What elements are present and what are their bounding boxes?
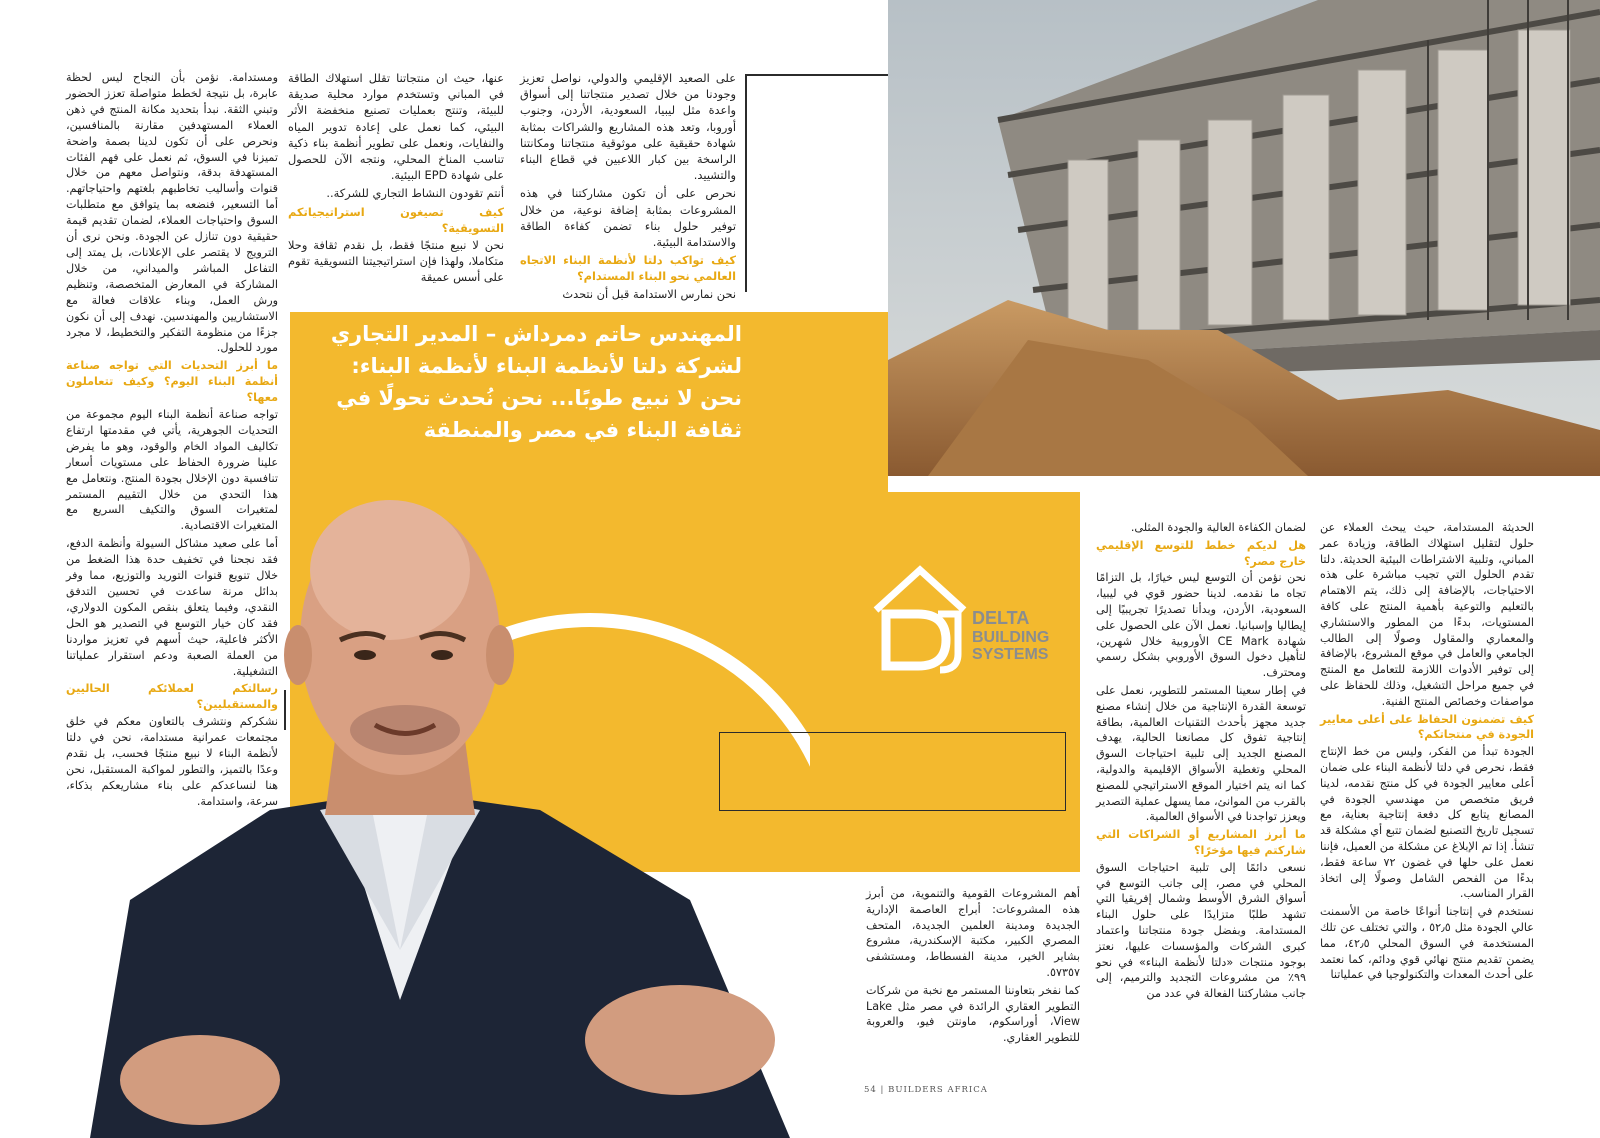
question-heading: رسالتكم لعملائكم الحاليين والمستقبليين؟ bbox=[66, 682, 278, 712]
logo-mark-icon bbox=[868, 562, 1068, 682]
paragraph: أهم المشروعات القومية والتنموية، من أبرز هذه المشروعات: أبراج العاصمة الإدارية الجديدة ومدينة العلمين الجديدة، المتحف المصري الكبير، مكتبة الإسكندرية، مشروع بشاير الخير، مدينة الفسطاط، ومستشفى ٥٧٣٥٧. bbox=[866, 887, 1080, 979]
logo-line-2: BUILDING bbox=[972, 629, 1050, 646]
column-6-bottom bbox=[866, 886, 1080, 1048]
paragraph: عنها، حيث ان منتجاتنا تقلل استهلاك الطاقة في المباني وتستخدم موارد محلية صديقة للبيئة، وتنتج بعمليات تصنيع منخفضة الأثر البيئي، كما نعمل على إعادة تدوير المياه والنفايات، ونعمل على تطوير أنظمة بناء ذكية تناسب المناخ المحلي، ونتجه الآن للحصول على شهادة EPD البيئية. bbox=[288, 71, 504, 183]
paragraph: أما على صعيد مشاكل السيولة وأنظمة الدفع، فقد نجحنا في تخفيف حدة هذا الضغط من خلال تنويع قنوات التوريد والتوزيع، مما وفر بدائل مرنة ساعدت في تحسين التدفق النقدي، وفيما يتعلق بنقص المكون الدولاري، فقد كان خيار التوسع في التصدير هو الحل الأكثر فاعلية، حيث أسهم في تعزيز مواردنا من العملة الصعبة ودعم استقرار عملياتنا التشغيلية. bbox=[66, 537, 278, 678]
question-heading: كيف تصيغون استراتيجياتكم التسويقية؟ bbox=[288, 204, 504, 235]
column-4-bottom bbox=[1320, 520, 1534, 985]
column-rule-top bbox=[745, 74, 747, 292]
column-2-top bbox=[288, 70, 504, 288]
column-1-top bbox=[520, 70, 736, 304]
question-heading: ما أبرز التحديات التي تواجه صناعة أنظمة البناء اليوم؟ وكيف تتعاملون معها؟ bbox=[66, 359, 278, 405]
question-heading: كيف تواكب دلتا لأنظمة البناء الاتجاه العالمي نحو البناء المستدام؟ bbox=[520, 253, 736, 284]
delta-building-systems-logo bbox=[868, 562, 1068, 682]
question-heading: هل لديكم خطط للتوسع الإقليمي خارج مصر؟ bbox=[1096, 538, 1306, 568]
paragraph: ومستدامة. نؤمن بأن النجاح ليس لحظة عابرة، بل نتيجة لخطط متواصلة تعزز الحضور وتبني الثقة. نبدأ بتحديد مكانة المنتج في ذهن العملاء المستهدفين مقارنة بالمنافسين، ونحرص على أن تكون لدينا بصمة واضحة تميزنا في السوق، ثم نعمل على فهم الفئات المستهدفة بدقة، ونتواصل معهم من خلال قنوات وأساليب تخاطبهم بلغتهم واحتياجاتهم. أما التسعير، فنضعه بما يتوافق مع متطلبات السوق واحتياجات العملاء، لضمان تقديم قيمة حقيقية دون تنازل عن الجودة. ونحن نرى أن الترويج لا يقتصر على الإعلانات، بل يمتد إلى التفاعل المباشر والميداني، من خلال المشاركة في المعارض المتخصصة، وتنظيم ورش العمل، وبناء علاقات فعالة مع الاستشاريين والمهندسين. نهدف إلى أن نكون جزءًا من منظومة التفكير والتخطيط، لا مجرد مورد للحلول. bbox=[66, 71, 278, 355]
column-5-bottom bbox=[1096, 520, 1306, 1004]
logo-line-1: DELTA bbox=[972, 608, 1030, 628]
paragraph: أنتم تقودون النشاط التجاري للشركة.. bbox=[326, 186, 504, 201]
paragraph: على الصعيد الإقليمي والدولي، نواصل تعزيز وجودنا من خلال تصدير منتجاتنا إلى أسواق واعدة مثل ليبيا، السعودية، الأردن، وجنوب أوروبا، وتعد هذه المشاريع والشراكات بمثابة شهادة حقيقية على موثوقية منتجاتنا ومكانتنا الراسخة بين كبار اللاعبين في قطاع البناء والتشييد. bbox=[520, 71, 736, 183]
article-headline: المهندس حاتم دمرداش – المدير التجاري لشركة دلتا لأنظمة البناء لأنظمة البناء: نحن لا نبيع طوبًا... نحن نُحدث تحولًا في ثقافة البناء في مصر والمنطقة bbox=[330, 322, 742, 442]
construction-illustration bbox=[888, 0, 1600, 476]
paragraph: نحن نمارس الاستدامة قبل أن نتحدث bbox=[562, 286, 736, 301]
paragraph: الجودة تبدأ من الفكر، وليس من خط الإنتاج فقط، نحرص في دلتا لأنظمة البناء على ضمان أعلى معايير الجودة في كل منتج نقدمه، لدينا فريق متخصص من مهندسي الجودة في المصانع يتابع كل دفعة إنتاجية بعناية، مع تسجيل تاريخ التصنيع لضمان تتبع أي مشكلة قد تنشأ. إذا تم الإبلاغ عن مشكلة من العميل، فإننا نعمل على حلها في غضون ٧٢ ساعة فقط، بدءًا من الفحص الشامل وصولًا إلى اتخاذ القرار المناسب. bbox=[1320, 745, 1534, 901]
paragraph: نسعى دائمًا إلى تلبية احتياجات السوق المحلي في مصر، إلى جانب التوسع في أسواق الشرق الأوسط وشمال إفريقيا التي تشهد طلبًا متزايدًا على حلول البناء المستدامة. وبفضل جودة منتجاتنا واعتماد كبرى الشركات والمؤسسات عليها، نعتز بوجود منتجات «دلتا لأنظمة البناء» في نحو ٩٩٪ من مشروعات التجديد والترميم، إلى جانب مشاركتنا الفعالة في عدد من bbox=[1096, 860, 1306, 1001]
paragraph: الحديثة المستدامة، حيث يبحث العملاء عن حلول لتقليل استهلاك الطاقة، وزيادة عمر المباني، وتلبية الاشتراطات البيئية الحديثة. دلتا تقدم الحلول التي تجيب مباشرة على هذه الاحتياجات، بالإضافة إلى ذلك، يتم الاهتمام بالتعليم والتوعية بأهمية المنتج على كافة المستويات، بدءًا من المطور والاستشاري والمعماري والمقاول وصولًا إلى الطالب الجامعي والعامل في موقع المشروع، بالإضافة إلى توفير الأدوات اللازمة للتعامل مع المنتج في جميع مراحل التشغيل، وذلك للحفاظ على مواصفات وخصائص المنتج الفنية. bbox=[1320, 521, 1534, 708]
question-heading: كيف تضمنون الحفاظ على أعلى معايير الجودة في منتجاتكم؟ bbox=[1320, 712, 1534, 742]
question-heading: ما أبرز المشاريع أو الشراكات التي شاركتم فيها مؤخرًا؟ bbox=[1096, 828, 1306, 857]
paragraph: كما نفخر بتعاوننا المستمر مع نخبة من شركات التطوير العقاري الرائدة في مصر مثل Lake View، أوراسكوم، ماونتن فيو، والعروبة للتطوير العقاري. bbox=[866, 983, 1080, 1045]
paragraph: لضمان الكفاءة العالية والجودة المثلى. bbox=[1130, 521, 1306, 534]
paragraph: نشكركم ونتشرف بالتعاون معكم في خلق مجتمعات عمرانية مستدامة، نحن في دلتا لأنظمة البناء لا نبيع منتجًا فحسب، بل نقدم وعدًا بالتميز، والتطور لمواكبة المستقبل، نحن هنا لنساعدكم على بناء مشاريعكم بذكاء، سرعة، واستدامة. bbox=[66, 715, 278, 808]
paragraph: نحن نؤمن أن التوسع ليس خيارًا، بل التزامًا تجاه ما نقدمه. لدينا حضور قوي في ليبيا، السعودية، الأردن، وبدأنا تصديرًا تجريبيًا إلى إيطاليا وإسبانيا. نعمل الآن على الحصول على شهادة CE Mark الأوروبية خلال شهرين، لتأهيل دخول السوق الأوروبي بشكل رسمي ومحترف. bbox=[1096, 571, 1306, 680]
paragraph: تواجه صناعة أنظمة البناء اليوم مجموعة من التحديات الجوهرية، يأتي في مقدمتها ارتفاع تكاليف المواد الخام والوقود، وهو ما يفرض علينا ضرورة الحفاظ على مستويات أسعار تنافسية دون الإخلال بجودة المنتج. ونتعامل مع هذا التحدي من خلال التقييم المستمر لمتغيرات السوق والتكيف السريع مع المتغيرات الاقتصادية. bbox=[66, 408, 278, 533]
column-rule-top-horizontal bbox=[745, 74, 888, 76]
page-folio: 54 | BUILDERS AFRICA bbox=[864, 1085, 988, 1095]
interviewee-portrait bbox=[70, 480, 870, 1138]
paragraph: نحن لا نبيع منتجًا فقط، بل نقدم ثقافة وحلا متكاملا، ولهذا فإن استراتيجيتنا التسويقية تقوم على أسس عميقة bbox=[288, 238, 504, 285]
construction-site-photo bbox=[888, 0, 1600, 476]
paragraph: نحرص على أن تكون مشاركتنا في هذه المشروعات بمثابة إضافة نوعية، من خلال توفير حلول بناء تضمن كفاءة الطاقة والاستدامة البيئية. bbox=[520, 186, 736, 250]
paragraph: نستخدم في إنتاجنا أنواعًا خاصة من الأسمنت عالي الجودة مثل ٥٢٫٥ ، والتي تختلف عن تلك المستخدمة في السوق المحلي ٤٢٫٥، مما يضمن تقديم منتج نهائي قوي ودائم، كما نعتمد على أحدث المعدات والتكنولوجيا في عملياتنا bbox=[1320, 905, 1534, 982]
logo-line-3: SYSTEMS bbox=[972, 646, 1049, 663]
paragraph: في إطار سعينا المستمر للتطوير، نعمل على توسعة القدرة الإنتاجية من خلال إنشاء مصنع جديد مجهز بأحدث التقنيات العالمية، بطاقة إنتاجية تفوق كل مصانعنا الحالية، يهدف المصنع الجديد إلى تلبية احتياجات السوق المحلي وتغطية الأسواق الإقليمية والدولية، كما انه يتم اختيار الموقع الاستراتيجي للمصنع بالقرب من الموانئ، مما يسهل عملية التصدير ويعزز تواجدنا في الأسواق العالمية. bbox=[1096, 683, 1306, 824]
